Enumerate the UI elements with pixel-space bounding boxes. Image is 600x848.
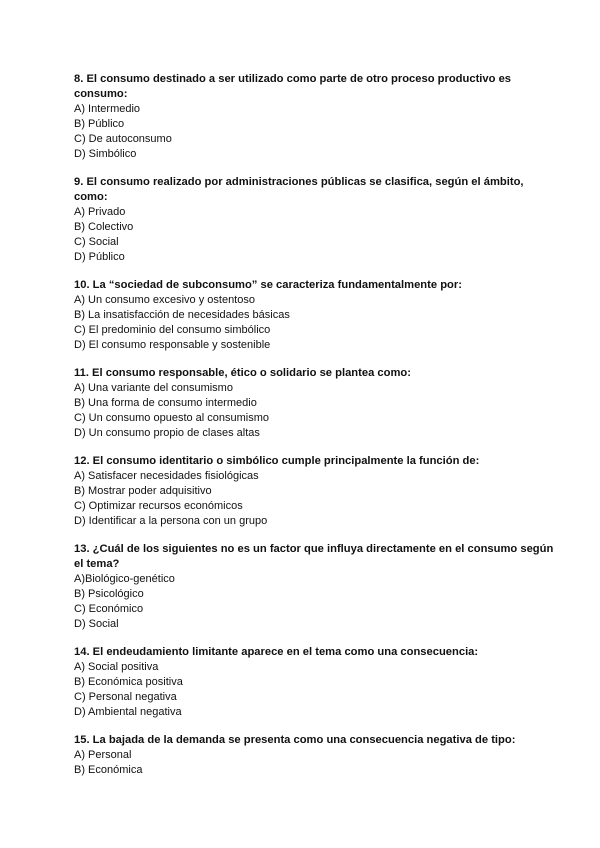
- question-14: [74, 645, 560, 720]
- option-a: A) Un consumo excesivo y ostentoso: [74, 294, 255, 306]
- option-a: A) Una variante del consumismo: [74, 382, 233, 394]
- option-a: A) Intermedio: [74, 103, 141, 115]
- option-d: D) Social: [74, 618, 119, 630]
- question-title: 11. El consumo responsable, ético o solidario se plantea como:: [74, 367, 411, 379]
- question-15: [74, 733, 560, 778]
- option-a: A) Satisfacer necesidades fisiológicas: [74, 470, 259, 482]
- question-9: [74, 175, 560, 265]
- option-b: B) Público: [74, 118, 125, 130]
- option-d: D) El consumo responsable y sostenible: [74, 339, 271, 351]
- option-d: D) Público: [74, 251, 125, 263]
- option-d: D) Identificar a la persona con un grupo: [74, 515, 268, 527]
- option-c: C) De autoconsumo: [74, 133, 172, 145]
- question-12: [74, 454, 560, 529]
- option-d: D) Simbólico: [74, 148, 137, 160]
- question-title: 12. El consumo identitario o simbólico cumple principalmente la función de:: [74, 455, 480, 467]
- option-c: C) Un consumo opuesto al consumismo: [74, 412, 270, 424]
- question-13: [74, 542, 560, 632]
- option-a: A) Personal: [74, 749, 132, 761]
- option-b: B) La insatisfacción de necesidades básicas: [74, 309, 290, 321]
- question-11: [74, 366, 560, 441]
- option-b: B) Económica positiva: [74, 676, 183, 688]
- option-b: B) Mostrar poder adquisitivo: [74, 485, 212, 497]
- question-title: 8. El consumo destinado a ser utilizado como parte de otro proceso productivo es consumo:: [74, 73, 512, 100]
- option-d: D) Ambiental negativa: [74, 706, 182, 718]
- question-title: 9. El consumo realizado por administraciones públicas se clasifica, según el ámbito, como:: [74, 176, 524, 203]
- option-c: C) Personal negativa: [74, 691, 177, 703]
- question-title: 14. El endeudamiento limitante aparece en el tema como una consecuencia:: [74, 646, 479, 658]
- option-c: C) Social: [74, 236, 119, 248]
- option-a: A) Social positiva: [74, 661, 159, 673]
- question-title: 10. La “sociedad de subconsumo” se caracteriza fundamentalmente por:: [74, 279, 462, 291]
- option-a: A)Biológico-genético: [74, 573, 175, 585]
- option-b: B) Colectivo: [74, 221, 134, 233]
- option-d: D) Un consumo propio de clases altas: [74, 427, 260, 439]
- option-c: C) Económico: [74, 603, 144, 615]
- option-b: B) Psicológico: [74, 588, 144, 600]
- option-b: B) Económica: [74, 764, 143, 776]
- question-8: [74, 72, 560, 162]
- option-a: A) Privado: [74, 206, 126, 218]
- question-10: [74, 278, 560, 353]
- option-b: B) Una forma de consumo intermedio: [74, 397, 257, 409]
- option-c: C) Optimizar recursos económicos: [74, 500, 243, 512]
- option-c: C) El predominio del consumo simbólico: [74, 324, 271, 336]
- question-title: 13. ¿Cuál de los siguientes no es un factor que influya directamente en el consumo según el tema?: [74, 543, 554, 570]
- question-title: 15. La bajada de la demanda se presenta como una consecuencia negativa de tipo:: [74, 734, 516, 746]
